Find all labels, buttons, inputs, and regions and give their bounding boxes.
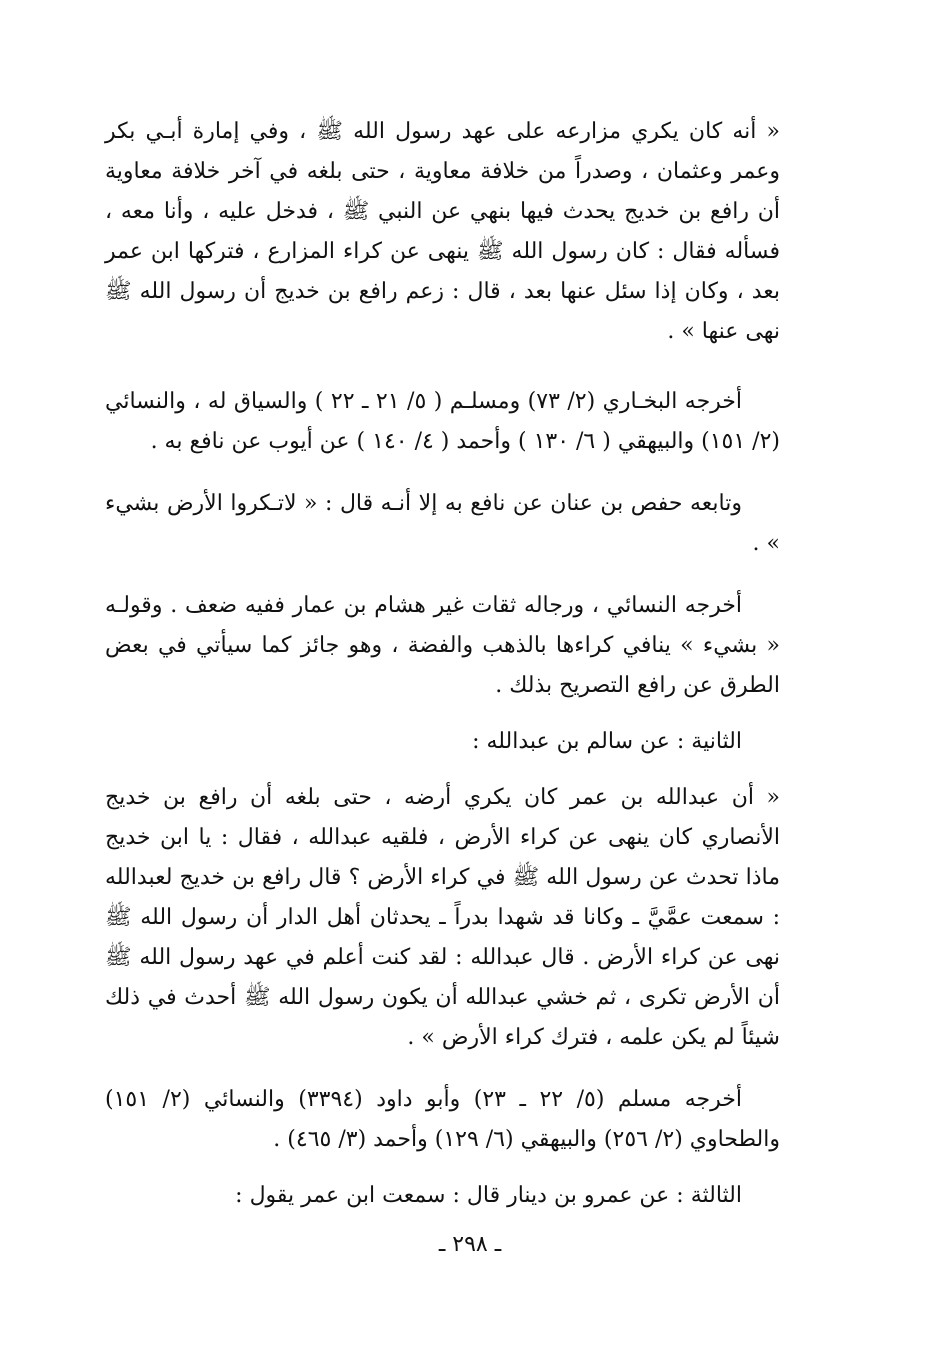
takhrij-paragraph: أخرجه مسلم (٥/ ٢٢ ـ ٢٣) وأبو داود (٣٣٩٤) والنسائي (٢/ ١٥١) والطحاوي (٢/ ٢٥٦) والبيهقي (٦/ ١٢٩) وأحمد (٣/ ٤٦٥) . <box>105 1087 780 1152</box>
mutaba-paragraph: وتابعه حفص بن عنان عن نافع به إلا أنـه قال : « لاتـكروا الأرض بشيء » . <box>105 491 780 556</box>
takhrij-paragraph: أخرجه البخـاري (٢/ ٧٣) ومسلـم ( ٥/ ٢١ ـ ٢٢ ) والسياق له ، والنسائي (٢/ ١٥١) والبيهقي ( ٦/ ١٣٠ ) وأحمد ( ٤/ ١٤٠ ) عن أيوب عن نافع به . <box>105 389 780 454</box>
section-heading-second: الثانية : عن سالم بن عبدالله : <box>472 729 742 754</box>
page-body <box>105 112 780 1216</box>
section-heading-third: الثالثة : عن عمرو بن دينار قال : سمعت ابن عمر يقول : <box>235 1183 742 1208</box>
hadith-text-paragraph: « أن عبدالله بن عمر كان يكري أرضه ، حتى بلغه أن رافع بن خديج الأنصاري كان ينهى عن كراء الأرض ، فلقيه عبدالله ، فقال : يا ابن خديج ماذا تحدث عن رسول الله ﷺ في كراء الأرض ؟ قال رافع بن خديج لعبدالله : سمعت عمَّيَّ ـ وكانا قد شهدا بدراً ـ يحدثان أهل الدار أن رسول الله ﷺ نهى عن كراء الأرض . قال عبدالله : لقد كنت أعلم في عهد رسول الله ﷺ أن الأرض تكرى ، ثم خشي عبدالله أن يكون رسول الله ﷺ أحدث في ذلك شيئاً لم يكن علمه ، فترك كراء الأرض » . <box>105 785 780 1050</box>
commentary-paragraph: أخرجه النسائي ، ورجاله ثقات غير هشام بن عمار ففيه ضعف . وقولـه « بشيء » ينافي كراءها بالذهب والفضة ، وهو جائز كما سيأتي في بعض الطرق عن رافع التصريح بذلك . <box>105 593 780 698</box>
hadith-text-paragraph: « أنه كان يكري مزارعه على عهد رسول الله ﷺ ، وفي إمارة أبـي بكر وعمر وعثمان ، وصدراً من خلافة معاوية ، حتى بلغه في آخر خلافة معاوية أن رافع بن خديج يحدث فيها بنهي عن النبي ﷺ ، فدخل عليه ، وأنا معه ، فسأله فقال : كان رسول الله ﷺ ينهى عن كراء المزارع ، فتركها ابن عمر بعد ، وكان إذا سئل عنها بعد ، قال : زعم رافع بن خديج أن رسول الله ﷺ نهى عنها » . <box>105 119 780 344</box>
page-number: ـ ٢٩٨ ـ <box>438 1232 502 1257</box>
